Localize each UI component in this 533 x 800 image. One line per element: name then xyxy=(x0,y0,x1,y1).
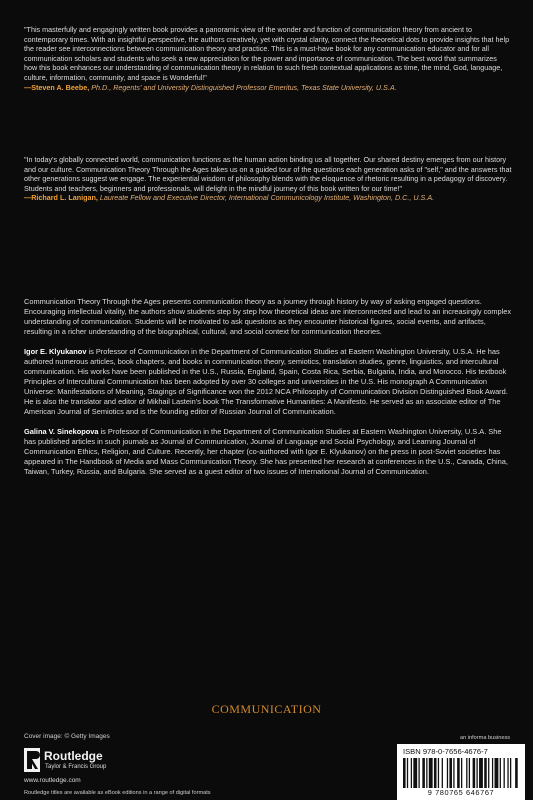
barcode-bar xyxy=(504,758,505,788)
author-bio-2 xyxy=(24,427,512,477)
barcode-bar xyxy=(426,758,427,788)
description xyxy=(24,297,512,487)
barcode-bar xyxy=(434,758,437,788)
barcode-icon xyxy=(403,758,519,788)
author-bio-1 xyxy=(24,347,512,417)
barcode-bar xyxy=(488,758,489,788)
barcode-bar xyxy=(429,758,433,788)
barcode-bar xyxy=(492,758,493,788)
publisher-group: Taylor & Francis Group xyxy=(45,764,107,770)
routledge-mark-icon xyxy=(24,748,40,772)
barcode-bar xyxy=(403,758,406,788)
barcode-bar xyxy=(442,758,443,788)
author-2-name: Galina V. Sinekopova xyxy=(24,427,99,436)
endorsement-2-name: —Richard L. Lanigan, xyxy=(24,193,98,203)
endorsement-1-credentials: Ph.D., Regents' and University Distinguished Professor Emeritus, Texas State University, U.S.A. xyxy=(91,82,397,92)
barcode-bar xyxy=(418,758,419,788)
endorsement-1-name: —Steven A. Beebe, xyxy=(24,82,90,92)
isbn-digits: 9 780765 646767 xyxy=(427,788,495,797)
author-2-bio: is Professor of Communication in the Department of Communication Studies at Eastern Washington University, U.S.A. She has published articles in such journals as Journal of Communication, Journal of Language and Social Psychology, and Learning Journal of Communication Ethics, Religion, and Culture. Recently, her chapter (co-authored with Igor E. Klyukanov) on the press in post-Soviet societies has appeared in The Handbook of Media and Mass Communication Theory. She has presented her research at conferences in the U.S., Canada, China, Taiwan, Turkey, Russia, and Bulgaria. She served as a guest editor of two issues of International Journal of Communication. xyxy=(24,427,508,476)
barcode-bar xyxy=(449,758,452,788)
barcode-bar xyxy=(484,758,487,788)
barcode-bar xyxy=(438,758,439,788)
cover-credit: Cover image: © Getty Images xyxy=(24,733,110,740)
author-1-name: Igor E. Klyukanov xyxy=(24,347,87,356)
isbn-label: ISBN 978-0-7656-4676-7 xyxy=(403,747,488,756)
barcode-bar xyxy=(407,758,408,788)
barcode-bar xyxy=(515,758,518,788)
publisher-name: Routledge xyxy=(44,749,103,763)
imprint-tagline: an informa business xyxy=(460,735,511,741)
barcode-bar xyxy=(457,758,460,788)
barcode-bar xyxy=(447,758,448,788)
endorsement-2-quote: "In today's globally connected world, communication functions as the human action binding us all together. Our shared destiny emerges from our history and our culture. Communication Theory Through the Ages takes us on a guided tour of the questions each generation asks of "self," and the answers that other generations suggest we engage. The experiential wisdom of philosophy blends with the eloquence of rhetoric resulting in a pedagogy of discovery. Students and teachers, beginners and professionals, will delight in the mindful journey of this book written for our time!" xyxy=(24,155,512,193)
barcode-bar xyxy=(473,758,476,788)
barcode-panel xyxy=(397,744,525,800)
barcode-bar xyxy=(507,758,508,788)
subject-category: COMMUNICATION xyxy=(211,702,322,716)
endorsement-2-credentials: Laureate Fellow and Executive Director, International Communicology Institute, Washington, D.C., U.S.A. xyxy=(99,193,435,203)
barcode-bar xyxy=(461,758,462,788)
author-1-bio: is Professor of Communication in the Department of Communication Studies at Eastern Washington University, U.S.A. He has authored numerous articles, book chapters, and books in communication theory, semiotics, translation studies, genre, linguistics, and intercultural communication. His works have been published in the U.S., Russia, England, Spain, Costa Rica, Serbia, Bulgaria, India, and Morocco. His textbook Principles of Intercultural Communication has been adopted by over 30 colleges and universities in the U.S. His monograph A Communication Universe: Manifestations of Meaning, Stagings of Significance won the 2012 NCA Philosophy of Communication Division Distinguished Book Award. He is also the translator and editor of Mikhail Lastein's book The Transformative Humanities: A Manifesto. He served as an associate editor of The American Journal of Semiotics and is the founding editor of Russian Journal of Communication. xyxy=(24,347,508,416)
barcode-bar xyxy=(479,758,483,788)
publisher-logo xyxy=(24,748,184,778)
barcode-bar xyxy=(469,758,470,788)
barcode-bar xyxy=(453,758,454,788)
barcode-bar xyxy=(466,758,467,788)
barcode-bar xyxy=(413,758,417,788)
endorsement-1 xyxy=(24,25,512,92)
barcode-bar xyxy=(495,758,499,788)
ebook-footnote: Routledge titles are available as eBook editions in a range of digital formats xyxy=(24,790,211,796)
publisher-url: www.routledge.com xyxy=(24,777,81,784)
description-text: Communication Theory Through the Ages presents communication theory as a journey through history by way of asking engaged questions. Encouraging intellectual vitality, the authors show students step by step how theoretical ideas are interconnected and lead to an increasingly complex understanding of communication. Students will be motivated to ask questions as they encounter historical figures, social events, and artifacts, resulting in a richer understanding of the biographical, cultural, and social context for communication theories. xyxy=(24,297,512,336)
endorsement-2 xyxy=(24,155,512,203)
barcode-bar xyxy=(510,758,511,788)
endorsement-1-quote: "This masterfully and engagingly written book provides a panoramic view of the wonder and function of communication theory from ancient to contemporary times. With an insightful perspective, the authors creatively, yet with crystal clarity, connect the theoretical dots to provide insights that help the reader see interconnections between communication theory and practice. This is a must-have book for any communication educator and for all communication scholars and students who seek a new appreciation for the power and importance of communication. The best word that summarizes how this book enhances our understanding of communication theory in relation to such fresh contextual applications as time, the mind, God, language, culture, information, community, and space is Wonderful!" xyxy=(24,25,510,82)
barcode-bar xyxy=(411,758,412,788)
barcode-bar xyxy=(500,758,501,788)
barcode-bar xyxy=(422,758,425,788)
barcode-bar xyxy=(476,758,477,788)
